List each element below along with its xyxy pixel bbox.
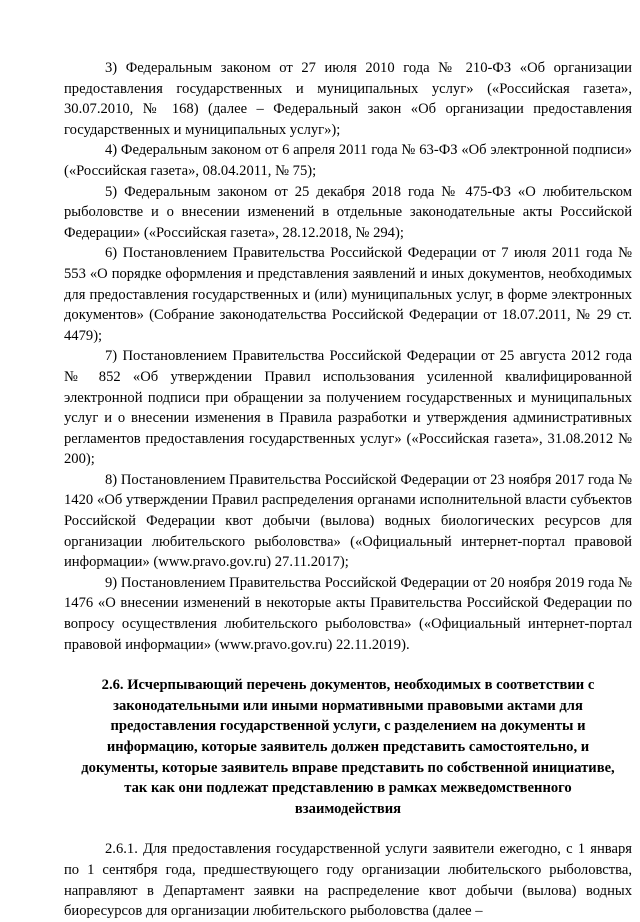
- law-item-8: 8) Постановлением Правительства Российской Федерации от 23 ноября 2017 года № 1420 «Об утверждении Правил распределения органами исполнительной власти субъектов Российской Федерации квот добычи (вылова) водных биологических ресурсов для организации любительского рыболовства» («Официальный интернет-портал правовой информации» (www.pravo.gov.ru) 27.11.2017);: [64, 471, 632, 571]
- law-item-4: 4) Федеральным законом от 6 апреля 2011 года № 63-ФЗ «Об электронной подписи» («Российская газета», 08.04.2011, № 75);: [64, 142, 632, 179]
- law-item-7: 7) Постановлением Правительства Российской Федерации от 25 августа 2012 года № 852 «Об утверждении Правил использования усиленной квалифицированной электронной подписи при обращении за получением государственных и муниципальных услуг и о внесении изменения в Правила разработки и утверждения административных регламентов предоставления государственных услуг» («Российская газета», 31.08.2012 № 200);: [64, 348, 632, 468]
- law-item-5: 5) Федеральным законом от 25 декабря 2018 года № 475-ФЗ «О любительском рыболовстве и о внесении изменений в отдельные законодательные акты Российской Федерации» («Российская газета», 28.12.2018, № 294);: [64, 183, 632, 241]
- law-item-9: 9) Постановлением Правительства Российской Федерации от 20 ноября 2019 года № 1476 «О внесении изменений в некоторые акты Правительства Российской Федерации по вопросу осуществления любительского рыболовства» («Официальный интернет-портал правовой информации» (www.pravo.gov.ru) 22.11.2019).: [64, 574, 632, 653]
- section-heading-2-6: 2.6. Исчерпывающий перечень документов, необходимых в соответствии с законодательными или иными нормативными правовыми актами для предоставления государственной услуги, с разделением на документы и информацию, которые заявитель должен представить самостоятельно, и документы, которые заявитель вправе представить по собственной инициативе, так как они подлежат представлению в рамках межведомственного взаимодействия: [81, 677, 615, 817]
- law-item-3: 3) Федеральным законом от 27 июля 2010 года № 210-ФЗ «Об организации предоставления государственных и муниципальных услуг» («Российская газета», 30.07.2010, № 168) (далее – Федеральный закон «Об организации предоставления государственных и муниципальных услуг»);: [64, 60, 632, 138]
- document-page: [64, 58, 632, 922]
- law-item-6: 6) Постановлением Правительства Российской Федерации от 7 июля 2011 года № 553 «О порядке оформления и представления заявлений и иных документов, необходимых для предоставления государственных и (или) муниципальных услуг, в форме электронных документов» (Собрание законодательства Российской Федерации от 18.07.2011, № 29 ст. 4479);: [64, 245, 632, 344]
- section-paragraph-2-6-1: 2.6.1. Для предоставления государственной услуги заявители ежегодно, с 1 января по 1 сентября года, предшествующего году организации любительского рыболовства, направляют в Департамент заявки на распределение квот добычи (вылова) водных биоресурсов для организации любительского рыболовства (далее –: [64, 841, 632, 920]
